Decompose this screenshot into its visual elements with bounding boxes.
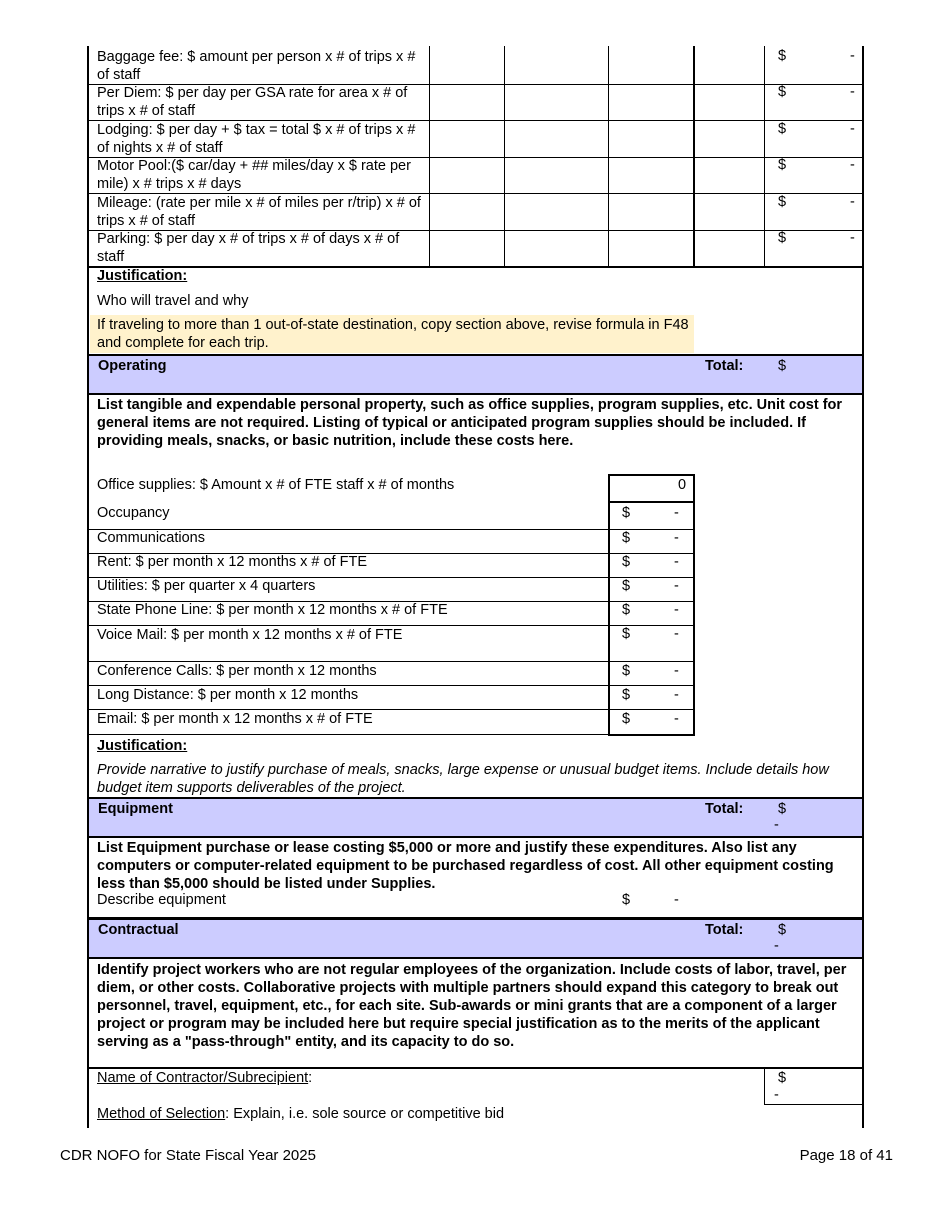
operating-row-value: - — [674, 578, 679, 594]
travel-row-dollar: $ — [778, 230, 787, 246]
operating-total-value: $ — [778, 358, 787, 374]
travel-row-label: Parking: $ per day x # of trips x # of days x # of staff — [97, 231, 400, 265]
equipment-total-dollar: $ — [778, 801, 787, 817]
operating-row-value: - — [674, 554, 679, 570]
operating-row-label: Rent: $ per month x 12 months x # of FTE — [97, 554, 367, 570]
contractual-total-label: Total: — [705, 922, 744, 938]
contractor-name-label: Name of Contractor/Subrecipient — [97, 1070, 309, 1086]
contractor-name-suffix: : — [308, 1070, 313, 1086]
travel-row-dollar: $ — [778, 121, 787, 137]
operating-row-dollar: $ — [622, 663, 631, 679]
operating-row-value: - — [674, 626, 679, 642]
operating-title: Operating — [98, 358, 167, 374]
travel-row-label: Lodging: $ per day + $ tax = total $ x # of trips x # of nights x # of staff — [97, 122, 416, 156]
method-of-selection-text: : Explain, i.e. sole source or competitive bid — [225, 1106, 505, 1122]
operating-row-value: - — [674, 711, 679, 727]
operating-justification-text: Provide narrative to justify purchase of meals, snacks, large expense or unusual budget items. Include details how budget item supports deliverables of the project. — [97, 762, 829, 796]
contractor-name-field — [97, 1070, 312, 1086]
equipment-describe-label: Describe equipment — [97, 892, 226, 908]
travel-row-dollar: $ — [778, 194, 787, 210]
operating-row-dollar: $ — [622, 505, 631, 521]
equipment-total-value: - — [774, 817, 779, 833]
travel-row-dollar: $ — [778, 48, 787, 64]
contractual-header — [87, 920, 864, 958]
travel-row-label: Mileage: (rate per mile x # of miles per r/trip) x # of trips x # of staff — [97, 195, 421, 229]
travel-row-value: - — [850, 194, 855, 210]
operating-row-label: Utilities: $ per quarter x 4 quarters — [97, 578, 316, 594]
operating-row-dollar: $ — [622, 554, 631, 570]
travel-row-value: - — [850, 48, 855, 64]
office-supplies-value: 0 — [678, 477, 687, 493]
equipment-describe-value: - — [674, 892, 679, 908]
contractor-value: - — [774, 1087, 779, 1103]
footer-title: CDR NOFO for State Fiscal Year 2025 — [60, 1147, 316, 1164]
equipment-header — [87, 797, 864, 837]
contractor-dollar: $ — [778, 1070, 787, 1086]
operating-row-label: Voice Mail: $ per month x 12 months x # of FTE — [97, 627, 403, 643]
contractual-total-value: - — [774, 938, 779, 954]
travel-row-dollar: $ — [778, 84, 787, 100]
travel-row-dollar: $ — [778, 157, 787, 173]
operating-description: List tangible and expendable personal property, such as office supplies, program supplies, etc. Unit cost for general items are not required. Listing of typical or anticipated program supplies should be included. If providing meals, snacks, or basic nutrition, include these costs here. — [97, 397, 843, 449]
contractual-total-dollar: $ — [778, 922, 787, 938]
operating-justification-label: Justification: — [97, 738, 188, 754]
operating-row-label: State Phone Line: $ per month x 12 months x # of FTE — [97, 602, 448, 618]
operating-row-dollar: $ — [622, 602, 631, 618]
operating-row-dollar: $ — [622, 530, 631, 546]
travel-justification-label: Justification: — [97, 268, 188, 284]
travel-row-label: Motor Pool:($ car/day + ## miles/day x $ rate per mile) x # trips x # days — [97, 158, 411, 192]
contractual-title: Contractual — [98, 922, 179, 938]
office-supplies-label: Office supplies: $ Amount x # of FTE staff x # of months — [97, 477, 455, 493]
equipment-description: List Equipment purchase or lease costing $5,000 or more and justify these expenditures. Also list any computers or computer-related equipment to be purchased regardless of cost. All other equipment costing less than $5,000 should be listed under Supplies. — [97, 840, 834, 892]
operating-row-value: - — [674, 505, 679, 521]
operating-row-dollar: $ — [622, 578, 631, 594]
contractual-description: Identify project workers who are not regular employees of the organization. Include costs of labor, travel, per diem, or other costs. Collaborative projects with multiple partners should expand this category to break out personnel, travel, equipment, etc., for each site. Sub-awards or mini grants that are a component of a larger project or program may be included here but require special justification as to the merits of the applicant serving as a "pass-through" entity, and its capacity to do so. — [97, 962, 847, 1050]
travel-note — [90, 315, 694, 353]
operating-header — [87, 354, 864, 394]
footer-page-number: Page 18 of 41 — [799, 1147, 893, 1164]
operating-row-value: - — [674, 663, 679, 679]
operating-row-dollar: $ — [622, 687, 631, 703]
travel-row-label: Per Diem: $ per day per GSA rate for area x # of trips x # of staff — [97, 85, 408, 119]
operating-row-label: Occupancy — [97, 505, 170, 521]
operating-total-label: Total: — [705, 358, 744, 374]
travel-justification-text: Who will travel and why — [97, 293, 249, 309]
equipment-total-label: Total: — [705, 801, 744, 817]
method-of-selection-label: Method of Selection — [97, 1106, 226, 1122]
travel-row-value: - — [850, 230, 855, 246]
operating-row-label: Communications — [97, 530, 205, 546]
operating-row-label: Conference Calls: $ per month x 12 months — [97, 663, 377, 679]
operating-row-label: Email: $ per month x 12 months x # of FTE — [97, 711, 373, 727]
method-of-selection-field — [97, 1106, 504, 1122]
operating-row-dollar: $ — [622, 626, 631, 642]
travel-row-label: Baggage fee: $ amount per person x # of trips x # of staff — [97, 49, 416, 83]
travel-row-value: - — [850, 84, 855, 100]
travel-note-text: If traveling to more than 1 out-of-state destination, copy section above, revise formula in F48 and complete for each trip. — [97, 317, 689, 351]
operating-row-label: Long Distance: $ per month x 12 months — [97, 687, 359, 703]
travel-row-value: - — [850, 157, 855, 173]
operating-row-value: - — [674, 602, 679, 618]
operating-row-value: - — [674, 530, 679, 546]
operating-row-dollar: $ — [622, 711, 631, 727]
equipment-title: Equipment — [98, 801, 173, 817]
travel-row-value: - — [850, 121, 855, 137]
equipment-describe-dollar: $ — [622, 892, 631, 908]
operating-row-value: - — [674, 687, 679, 703]
